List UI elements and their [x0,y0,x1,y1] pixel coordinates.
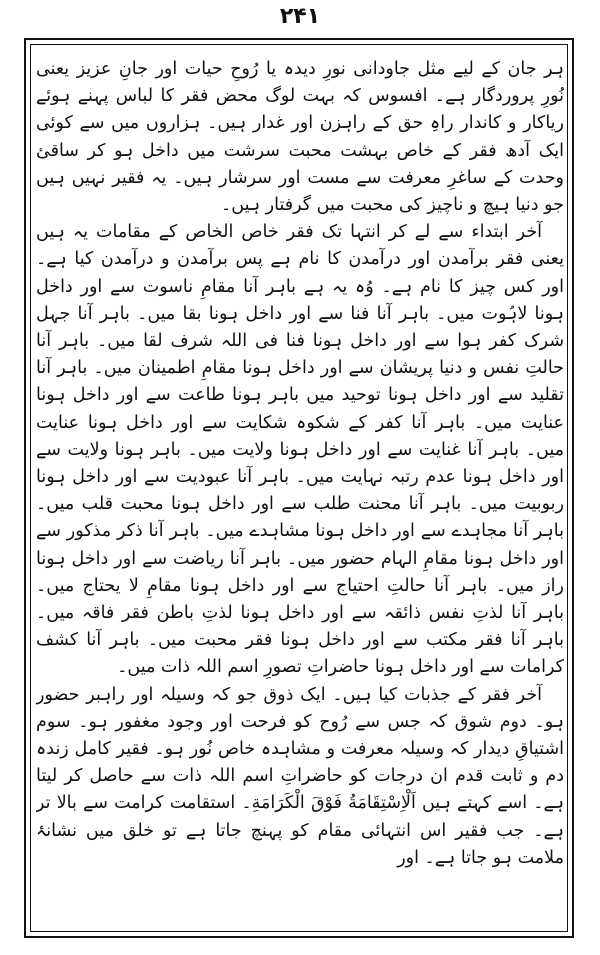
page-number: ۲۴۱ [279,4,321,29]
paragraph-1: ہر جان کے لیے مثل جاودانی نورِ دیدہ یا رُوحِ حیات اور جانِ عزیز یعنی نُورِ پروردگار ہے۔ افسوس کہ بہت لوگ محض فقر کا لباس پہنے ہوئے ریاکار و کاندار راہِ حق کے راہزن اور غدار ہیں۔ ہزاروں میں سے کوئی ایک آدھ فقر کے خاص بہشت محبت سرشت میں داخل ہو کر ساقئ وحدت کے ساغرِ معرفت سے مست اور سرشار ہیں۔ یہ فقیر نہیں ہیں جو دنیا ہیچ و ناچیز کی محبت میں گرفتار ہیں۔ [36,59,564,216]
paragraph-2: آخر ابتداء سے لے کر انتہا تک فقر خاص الخاص کے مقامات یہ ہیں یعنی فقر برآمدن اور درآمدن کا نام ہے پس برآمدن و درآمدن کیا ہے۔ اور کس چیز کا نام ہے۔ وُہ یہ ہے باہر آنا مقامِ ناسوت سے اور داخل ہونا لاہُوت میں۔ باہر آنا فنا سے اور داخل ہونا بقا میں۔ باہر آنا جہل شرک کفر ہوا سے اور داخل ہونا فنا فی اللہ شرف لقا میں۔ باہر آنا حالتِ نفس و دنیا پریشان سے اور داخل ہونا مقامِ اطمینان میں۔ باہر آنا تقلید سے اور داخل ہونا توحید میں باہر ہونا طاعت سے اور داخل ہونا عنایت میں۔ باہر آنا کفر کے شکوہ شکایت سے اور داخل ہونا عنایت میں۔ باہر آنا غنایت سے اور داخل ہونا ولایت میں۔ باہر ہونا ولایت سے اور داخل ہونا عدم رتبہ نہایت میں۔ باہر آنا عبودیت سے اور داخل ہونا ربوبیت میں۔ باہر آنا محنت طلب سے اور داخل ہونا محبت قلب میں۔ باہر آنا مجاہدے سے اور داخل ہونا مشاہدے میں۔ باہر آنا ذکر مذکور سے اور داخل ہونا مقامِ الہام حضور میں۔ باہر آنا ریاضت سے اور داخل ہونا راز میں۔ باہر آنا حالتِ احتیاج سے اور داخل ہونا مقامِ لا یحتاج میں۔ باہر آنا لذتِ نفس ذائقہ سے اور داخل ہونا لذتِ باطن فقر فاقہ میں۔ باہر آنا فقر مکتب سے اور داخل ہونا فقر محبت میں۔ باہر آنا کشف کرامات سے اور داخل ہونا حاضراتِ تصورِ اسم اللہ ذات میں۔ [36,222,564,678]
paragraph-3: آخر فقر کے جذبات کیا ہیں۔ ایک ذوق جو کہ وسیلہ اور راہبر حضور ہو۔ دوم شوق کہ جس سے رُوح کو فرحت اور وجود مغفور ہو۔ سوم اشتیاقِ دیدار کہ وسیلہ معرفت و مشاہدہ خاص نُور ہو۔ فقیر کامل زندہ دم و ثابت قدم ان درجات کو حاضراتِ اسم اللہ ذات سے حاصل کر لیتا ہے۔ اسے کہتے ہیں اَلْاِسْتِقَامَةُ فَوْقَ الْکَرَامَةِ۔ استقامت کرامت سے بالا تر ہے۔ جب فقیر اس انتہائی مقام کو پہنچ جاتا ہے تو خلق میں نشانۂ ملامت ہو جاتا ہے۔ اور [36,684,564,868]
body-text [36,56,564,926]
